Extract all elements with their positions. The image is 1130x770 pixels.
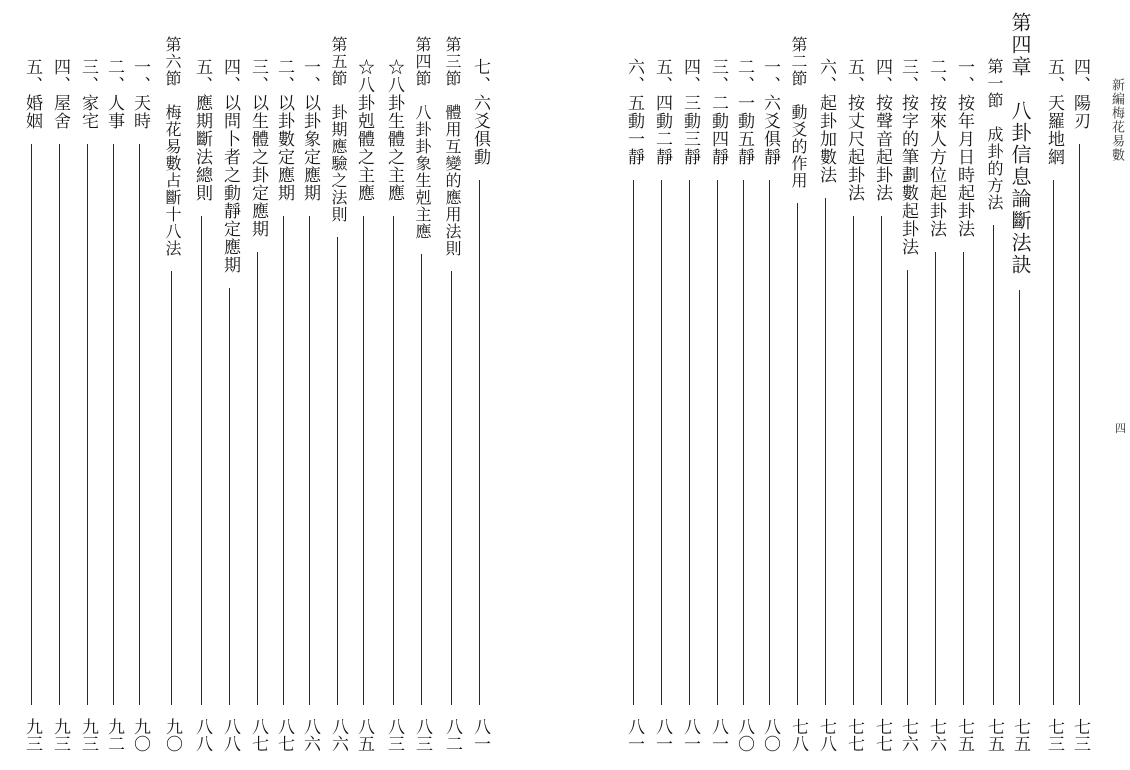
toc-page-number: 八一 — [624, 718, 644, 752]
toc-entry[interactable] — [410, 0, 434, 770]
toc-entry[interactable] — [128, 0, 152, 770]
toc-page-number: 八一 — [680, 718, 700, 752]
toc-page-number: 八〇 — [760, 718, 780, 752]
toc-entry-label: ☆八卦剋體之主應 — [354, 58, 374, 202]
toc-entry[interactable] — [326, 0, 350, 770]
toc-entry-label: 四、按聲音起卦法 — [872, 58, 892, 202]
toc-entry[interactable] — [1008, 0, 1032, 770]
toc-entry-label: 四、以問卜者之動靜定應期 — [220, 58, 240, 274]
toc-leader-line — [283, 216, 284, 705]
toc-entry[interactable] — [20, 0, 44, 770]
toc-entry-label: 三、按字的筆劃數起卦法 — [898, 58, 918, 256]
toc-leader-line — [337, 237, 338, 705]
running-head: 新編梅花易數 — [1109, 78, 1124, 162]
toc-leader-line — [393, 216, 394, 705]
toc-leader-line — [309, 216, 310, 705]
toc-leader-line — [935, 252, 936, 705]
toc-entry-label: 第四節 八卦卦象生剋主應 — [413, 36, 432, 240]
toc-entry[interactable] — [786, 0, 810, 770]
toc-entry-label: 一、六爻俱靜 — [760, 58, 780, 166]
toc-leader-line — [139, 144, 140, 705]
toc-leader-line — [993, 225, 994, 705]
toc-leader-line — [113, 144, 114, 705]
toc-entry-label: 一、按年月日時起卦法 — [954, 58, 974, 238]
toc-page-number: 八六 — [300, 718, 320, 752]
toc-leader-line — [59, 144, 60, 705]
toc-page-number: 九三 — [22, 718, 42, 752]
toc-entry[interactable] — [706, 0, 730, 770]
toc-entry-label: 四、三動三靜 — [680, 58, 700, 166]
toc-entry-label: 三、二動四靜 — [708, 58, 728, 166]
toc-page-number: 八六 — [328, 718, 348, 752]
toc-entry-label: 一、天時 — [130, 58, 150, 130]
toc-page-number: 八七 — [274, 718, 294, 752]
toc-leader-line — [451, 271, 452, 705]
toc-leader-line — [963, 252, 964, 705]
toc-leader-line — [1019, 290, 1020, 705]
toc-page-number: 九三 — [78, 718, 98, 752]
toc-entry-label: 一、以卦象定應期 — [300, 58, 320, 202]
toc-entry[interactable] — [76, 0, 100, 770]
toc-leader-line — [853, 216, 854, 705]
toc-entry[interactable] — [382, 0, 406, 770]
toc-entry[interactable] — [622, 0, 646, 770]
toc-entry[interactable] — [814, 0, 838, 770]
toc-entry[interactable] — [160, 0, 184, 770]
toc-page-number: 九三 — [50, 718, 70, 752]
toc-entry[interactable] — [952, 0, 976, 770]
toc-entry-label: 第五節 卦期應驗之法則 — [329, 36, 348, 223]
toc-page-number: 九〇 — [162, 718, 182, 752]
toc-leader-line — [257, 252, 258, 705]
toc-entry-label: 五、天羅地網 — [1044, 58, 1064, 166]
toc-entry[interactable] — [298, 0, 322, 770]
toc-leader-line — [661, 180, 662, 705]
toc-leader-line — [1053, 180, 1054, 705]
toc-leader-line — [31, 144, 32, 705]
toc-entry-label: 五、四動二靜 — [652, 58, 672, 166]
toc-leader-line — [229, 288, 230, 705]
toc-entry[interactable] — [896, 0, 920, 770]
toc-entry-label: 二、一動五靜 — [734, 58, 754, 166]
toc-page-number: 七五 — [1010, 718, 1030, 752]
toc-leader-line — [907, 270, 908, 705]
toc-entry-label: 三、家宅 — [78, 58, 98, 130]
toc-entry[interactable] — [272, 0, 296, 770]
toc-entry[interactable] — [352, 0, 376, 770]
toc-entry[interactable] — [440, 0, 464, 770]
toc-entry[interactable] — [650, 0, 674, 770]
toc-page-number: 七五 — [954, 718, 974, 752]
toc-page-number: 七七 — [844, 718, 864, 752]
toc-leader-line — [689, 180, 690, 705]
toc-page-number: 九二 — [104, 718, 124, 752]
toc-leader-line — [717, 180, 718, 705]
toc-leader-line — [479, 180, 480, 705]
toc-page-number: 八八 — [192, 718, 212, 752]
toc-entry-label: 二、人事 — [104, 58, 124, 130]
toc-page-number: 七六 — [926, 718, 946, 752]
toc-entry-label: 二、按來人方位起卦法 — [926, 58, 946, 238]
toc-page-number: 七三 — [1070, 718, 1090, 752]
toc-leader-line — [363, 216, 364, 705]
toc-leader-line — [201, 216, 202, 705]
toc-entry-label: 三、以生體之卦定應期 — [248, 58, 268, 238]
toc-entry[interactable] — [924, 0, 948, 770]
toc-leader-line — [769, 180, 770, 705]
toc-page-number: 八八 — [220, 718, 240, 752]
toc-page-number: 七八 — [788, 718, 808, 752]
toc-entry-label: 第一節 成卦的方法 — [985, 58, 1004, 211]
folio-number: 四 — [1115, 422, 1126, 435]
toc-entry-label: 二、以卦數定應期 — [274, 58, 294, 202]
toc-leader-line — [797, 203, 798, 705]
toc-entry-label: ☆八卦生體之主應 — [384, 58, 404, 202]
toc-entry-label: 五、應期斷法總則 — [192, 58, 212, 202]
toc-entry[interactable] — [732, 0, 756, 770]
toc-leader-line — [421, 254, 422, 705]
toc-entry-label: 四、屋舍 — [50, 58, 70, 130]
toc-leader-line — [1079, 144, 1080, 705]
toc-leader-line — [881, 216, 882, 705]
toc-page-number: 九〇 — [130, 718, 150, 752]
toc-entry[interactable] — [218, 0, 242, 770]
toc-entry[interactable] — [678, 0, 702, 770]
toc-entry[interactable] — [842, 0, 866, 770]
toc-entry-label: 四、陽刃 — [1070, 58, 1090, 130]
toc-entry[interactable] — [468, 0, 492, 770]
toc-page-number: 八七 — [248, 718, 268, 752]
toc-leader-line — [87, 144, 88, 705]
toc-page-number: 七八 — [816, 718, 836, 752]
toc-entry[interactable] — [48, 0, 72, 770]
toc-leader-line — [743, 180, 744, 705]
toc-entry[interactable] — [1042, 0, 1066, 770]
toc-leader-line — [825, 198, 826, 705]
toc-page-number: 七五 — [984, 718, 1004, 752]
toc-page-number: 八一 — [652, 718, 672, 752]
toc-entry[interactable] — [1068, 0, 1092, 770]
toc-page-number: 七六 — [898, 718, 918, 752]
toc-page-number: 七七 — [872, 718, 892, 752]
toc-entry-label: 五、按丈尺起卦法 — [844, 58, 864, 202]
toc-entry-label: 六、起卦加數法 — [816, 58, 836, 184]
toc-entry-label: 五、婚姻 — [22, 58, 42, 130]
toc-entry[interactable] — [102, 0, 126, 770]
toc-leader-line — [633, 180, 634, 705]
toc-entry[interactable] — [982, 0, 1006, 770]
toc-entry[interactable] — [758, 0, 782, 770]
toc-page-number: 八一 — [708, 718, 728, 752]
toc-page-number: 八〇 — [734, 718, 754, 752]
toc-entry[interactable] — [870, 0, 894, 770]
toc-leader-line — [171, 271, 172, 705]
toc-entry-label: 六、五動一靜 — [624, 58, 644, 166]
toc-page-number: 七三 — [1044, 718, 1064, 752]
toc-entry-label: 第四章 八卦信息論斷法訣 — [1008, 12, 1032, 276]
toc-entry-label: 第六節 梅花易數占斷十八法 — [163, 36, 182, 257]
toc-page-number: 八一 — [470, 718, 490, 752]
toc-page-number: 八三 — [412, 718, 432, 752]
toc-entry-label: 七、六爻俱動 — [470, 58, 490, 166]
toc-entry[interactable] — [246, 0, 270, 770]
toc-page-number: 八五 — [354, 718, 374, 752]
toc-page-number: 八三 — [384, 718, 404, 752]
toc-entry-label: 第三節 體用互變的應用法則 — [443, 36, 462, 257]
toc-entry-label: 第二節 動爻的作用 — [789, 36, 808, 189]
toc-page-number: 八二 — [442, 718, 462, 752]
toc-entry[interactable] — [190, 0, 214, 770]
